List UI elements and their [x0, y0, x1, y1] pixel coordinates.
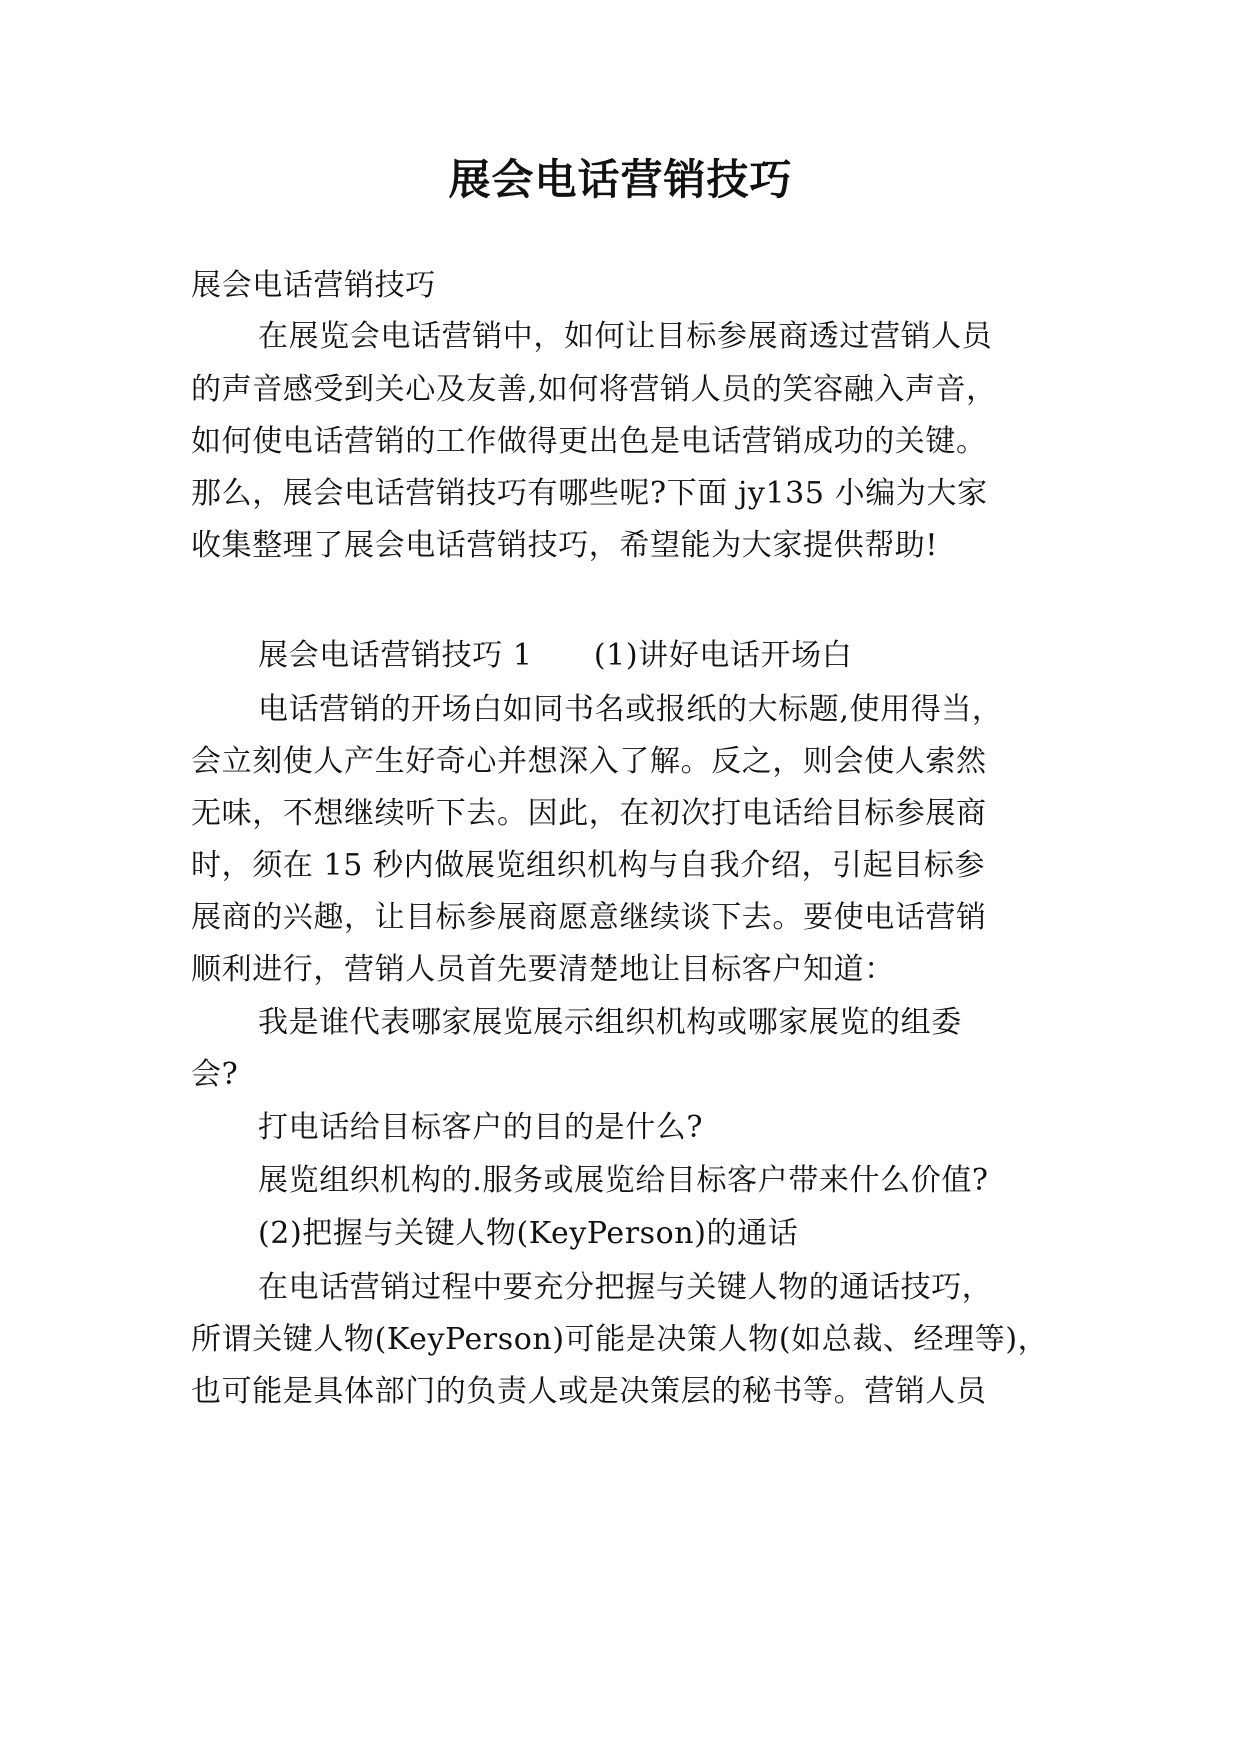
- paragraph-line: 展览组织机构的.服务或展览给目标客户带来什么价值?: [258, 1163, 989, 1198]
- paragraph-line: 展商的兴趣，让目标参展商愿意继续谈下去。要使电话营销: [191, 900, 987, 935]
- paragraph-line: 顺利进行，营销人员首先要清楚地让目标客户知道：: [191, 952, 895, 987]
- paragraph-line: 的声音感受到关心及友善,如何将营销人员的笑容融入声音，: [191, 372, 997, 407]
- paragraph-line: 我是谁代表哪家展览展示组织机构或哪家展览的组委: [258, 1005, 962, 1040]
- subtitle-line: 展会电话营销技巧: [191, 268, 436, 303]
- paragraph-line: 如何使电话营销的工作做得更出色是电话营销成功的关键。: [191, 424, 987, 459]
- paragraph-line: 在电话营销过程中要充分把握与关键人物的通话技巧，: [258, 1270, 993, 1305]
- paragraph-line: 打电话给目标客户的目的是什么?: [258, 1110, 704, 1145]
- paragraph-line: 电话营销的开场白如同书名或报纸的大标题,使用得当，: [258, 692, 1003, 727]
- paragraph-line: 那么，展会电话营销技巧有哪些呢?下面 jy135 小编为大家: [191, 476, 988, 511]
- paragraph-line: 会立刻使人产生好奇心并想深入了解。反之，则会使人索然: [191, 744, 987, 779]
- paragraph-line: 在展览会电话营销中，如何让目标参展商透过营销人员: [258, 319, 993, 354]
- paragraph-line: 会?: [191, 1057, 239, 1092]
- document-title: 展会电话营销技巧: [448, 155, 793, 204]
- paragraph-line: 所谓关键人物(KeyPerson)可能是决策人物(如总裁、经理等)，: [191, 1322, 1049, 1357]
- paragraph-line: 时，须在 15 秒内做展览组织机构与自我介绍，引起目标参: [191, 848, 986, 883]
- section-heading: 展会电话营销技巧 1 (1)讲好电话开场白: [258, 638, 853, 673]
- paragraph-line: 也可能是具体部门的负责人或是决策层的秘书等。营销人员: [191, 1374, 987, 1409]
- section-heading: (2)把握与关键人物(KeyPerson)的通话: [258, 1216, 799, 1251]
- paragraph-line: 无味，不想继续听下去。因此，在初次打电话给目标参展商: [191, 796, 987, 831]
- paragraph-line: 收集整理了展会电话营销技巧，希望能为大家提供帮助!: [191, 528, 939, 563]
